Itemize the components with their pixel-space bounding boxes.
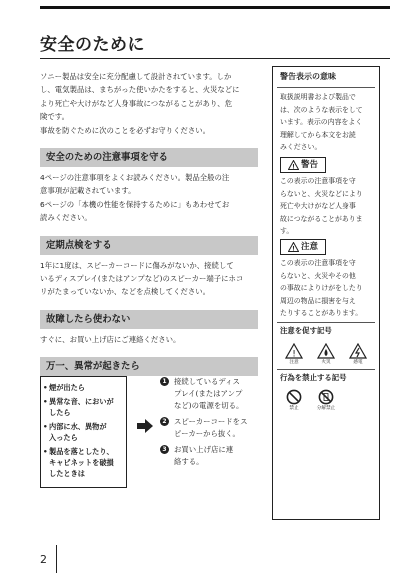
sidebar-line: 理解してから本文をお読 (280, 130, 356, 139)
condition-line: 入ったら (49, 432, 78, 442)
step-line: お買い上げ店に連 (174, 445, 234, 454)
title-rule (40, 58, 390, 59)
top-rule (40, 6, 390, 9)
body-line: 読みください。 (40, 213, 92, 223)
body-line: 1年に1度は、スピーカーコードに傷みがないか、接続して (40, 260, 234, 270)
condition-line: 煙が出たら (49, 383, 85, 392)
sidebar-divider (277, 369, 375, 370)
body-line: 意事項が記載されています。 (40, 186, 136, 196)
prohibit-symbols-title: 行為を禁止する記号 (280, 373, 347, 382)
attention-symbol (313, 343, 339, 366)
step-line: 接続しているディス (174, 377, 240, 386)
intro-line: し、電気製品は、まちがった使いかたをすると、火災などに (40, 85, 240, 95)
sidebar-line: らないと、火災などにより (280, 189, 363, 198)
section-body (40, 171, 258, 225)
sidebar-line: みください。 (280, 143, 322, 152)
body-line: 4ページの注意事項をよくお読みください。製品全般の注 (40, 173, 230, 183)
svg-text:!: ! (292, 349, 296, 359)
step-number: 2 (160, 417, 169, 426)
bullet-icon: • (43, 447, 48, 456)
condition-item (43, 447, 123, 479)
sidebar-line: 取扱説明書および製品で (280, 93, 356, 101)
no-disassembly-icon (318, 389, 334, 405)
svg-text:!: ! (292, 245, 295, 252)
step-line: 絡する。 (174, 457, 204, 466)
body-line: 6ページの「本機の性能を保持するために」もあわせてお (40, 199, 230, 209)
step-line: プレイ(またはアンプ (174, 389, 243, 398)
section-heading: 定期点検をする (40, 236, 258, 255)
intro-line: 事故を防ぐために次のことを必ずお守りください。 (40, 125, 210, 135)
bullet-icon: • (43, 397, 48, 406)
warning-sidebar (272, 66, 380, 520)
page-number-rule (56, 545, 57, 573)
warning-triangle-icon (288, 160, 299, 170)
attention-symbol (345, 343, 371, 366)
sidebar-divider (277, 87, 375, 88)
section-heading: 安全のための注意事項を守る (40, 148, 258, 167)
sidebar-line: います。表示の内容をよく (280, 118, 363, 127)
condition-line: したら (49, 407, 71, 417)
caution-triangle-icon (285, 343, 303, 359)
caution-triangle-icon (288, 242, 299, 252)
step-line: スピーカーコードをス (174, 417, 248, 426)
condition-item (43, 383, 123, 394)
symbol-label: 火災 (321, 360, 331, 365)
symbol-label: 禁止 (289, 406, 299, 411)
symbol-label: 注意 (289, 360, 299, 365)
symbol-label: 感電 (353, 360, 363, 365)
caution-badge (280, 239, 326, 255)
sidebar-line: 周辺の物品に損害を与え (280, 296, 356, 305)
section-heading: 万一、異常が起きたら (40, 357, 258, 376)
intro-text (40, 70, 258, 137)
sidebar-intro (280, 91, 373, 154)
svg-text:!: ! (292, 163, 295, 170)
step-number: 3 (160, 445, 169, 454)
main-column (40, 70, 258, 376)
bullet-icon: • (43, 383, 48, 392)
electric-shock-triangle-icon (349, 343, 367, 359)
condition-line: キャビネットを破損 (49, 457, 114, 467)
emergency-conditions-box (40, 376, 127, 488)
sidebar-line: 死亡や大けがなど人身事 (280, 202, 356, 211)
sidebar-line: この表示の注意事項を守 (280, 177, 356, 185)
step-number: 1 (160, 377, 169, 386)
sidebar-line: らないと、火災やその他 (280, 271, 356, 280)
sidebar-divider (277, 322, 375, 323)
warning-badge (280, 157, 326, 173)
caution-label: 注意 (300, 241, 318, 252)
step-line: など)の電源を切る。 (174, 401, 244, 410)
step-text (174, 416, 260, 440)
prohibit-symbol (313, 389, 339, 412)
step-text (174, 376, 260, 412)
intro-line: ソニー製品は安全に充分配慮して設計されています。しか (40, 72, 232, 81)
sidebar-line: この表示の注意事項を守 (280, 259, 356, 267)
condition-line: したときは (49, 468, 85, 478)
body-line: いるディスプレイ(またはアンプなど)のスピーカー端子にホコ (40, 274, 244, 284)
sidebar-title: 警告表示の意味 (280, 72, 336, 81)
body-line: リがたまっていないか、などを点検してください。 (40, 287, 210, 297)
sidebar-line: 故につながることがありま (280, 214, 363, 223)
body-line: すぐに、お買い上げ店にご連絡ください。 (40, 334, 181, 344)
condition-item (43, 422, 123, 444)
warning-text (280, 175, 373, 238)
page-number: 2 (40, 553, 47, 566)
caution-text (280, 257, 373, 320)
attention-symbol (281, 343, 307, 366)
fire-triangle-icon (317, 343, 335, 359)
bullet-icon: • (43, 422, 48, 431)
section-body (40, 259, 258, 299)
intro-line: 険です。 (40, 112, 69, 122)
page-title: 安全のために (40, 35, 145, 55)
step-line: ピーカーから抜く。 (174, 429, 240, 438)
prohibit-symbol (281, 389, 307, 412)
arrow-right-icon (137, 418, 153, 437)
step-text (174, 444, 260, 468)
intro-line: より死亡や大けがなど人身事故につながることがあり、危 (40, 98, 233, 108)
condition-line: 内部に水、異物が (49, 422, 107, 431)
symbol-label: 分解禁止 (316, 406, 336, 411)
warning-label: 警告 (300, 159, 318, 170)
condition-item (43, 397, 123, 419)
section-body (40, 333, 258, 346)
attention-symbols-title: 注意を促す記号 (280, 326, 332, 335)
sidebar-line: の事故によりけがをしたり (280, 284, 363, 293)
sidebar-line: は、次のような表示をして (280, 105, 363, 114)
sidebar-line: す。 (280, 227, 294, 236)
condition-line: 製品を落としたり、 (49, 447, 114, 456)
condition-line: 異常な音、においが (49, 397, 114, 406)
prohibited-icon (286, 389, 302, 405)
section-heading: 故障したら使わない (40, 310, 258, 329)
sidebar-line: たりすることがあります。 (280, 309, 363, 318)
